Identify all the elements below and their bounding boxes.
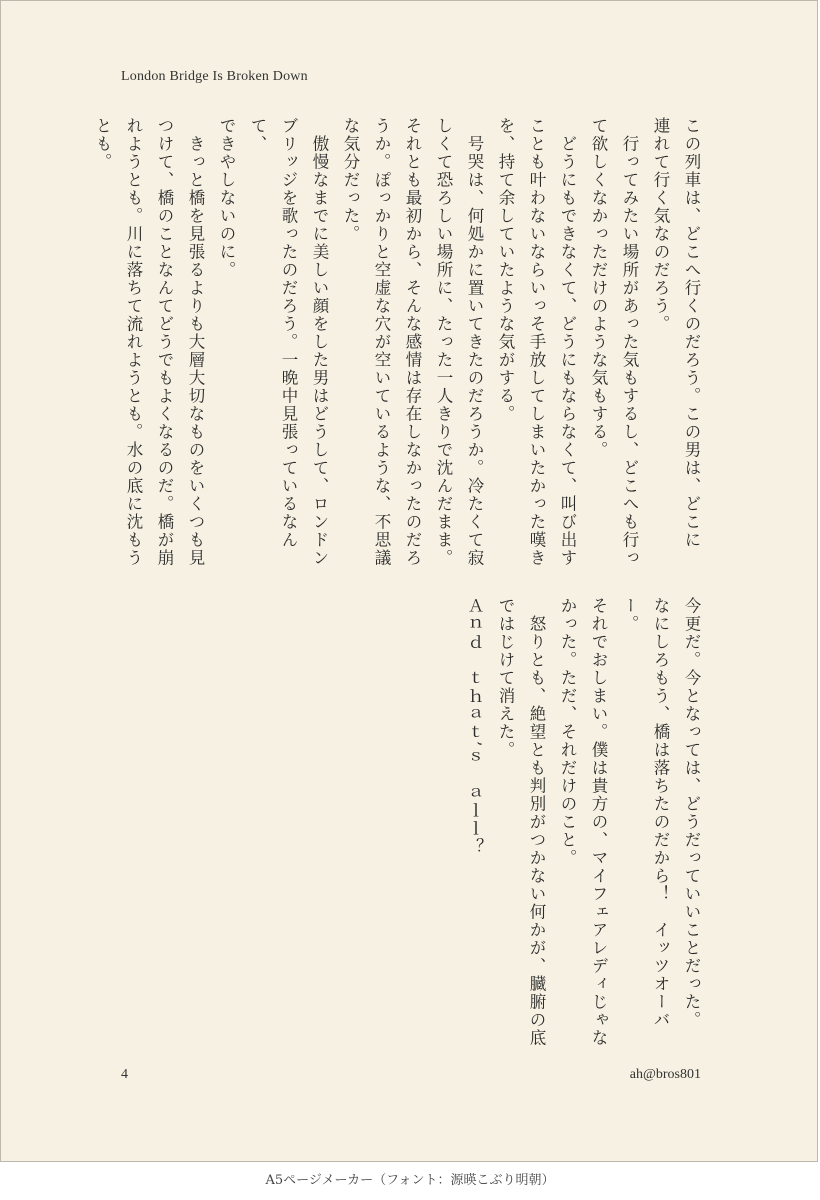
text-line: うか。ぽっかりと空虚な穴が空いているような、不思議 bbox=[372, 117, 391, 567]
text-line: ことも叶わないならいっそ手放してしまいたかった嘆き bbox=[527, 117, 546, 567]
page-number: 4 bbox=[121, 1067, 128, 1082]
upper-text-block bbox=[93, 117, 707, 567]
generator-caption: A5ページメーカー（フォント：源暎こぶり明朝） bbox=[265, 1173, 555, 1188]
text-line: とも。 bbox=[93, 117, 112, 171]
text-line: 号哭は、何処かに置いてきたのだろうか。冷たくて寂 bbox=[465, 117, 484, 567]
text-line: 行ってみたい場所があった気もするし、どこへも行っ bbox=[620, 117, 639, 567]
text-line: 今更だ。今となっては、どうだっていいことだった。 bbox=[682, 597, 701, 1029]
running-title: London Bridge Is Broken Down bbox=[121, 69, 308, 84]
text-line: なにしろもう、橋は落ちたのだから！ イッツオーバー。 bbox=[620, 597, 670, 1029]
text-line: しくて恐ろしい場所に、たった一人きりで沈んだまま。 bbox=[434, 117, 453, 567]
text-line: 怒りとも、絶望とも判別がつかない何かが、臓腑の底 bbox=[527, 597, 546, 1047]
text-line: 傲慢なまでに美しい顔をした男はどうして、ロンドン bbox=[310, 117, 329, 567]
author-handle: ah@bros801 bbox=[629, 1067, 701, 1082]
text-line: つけて、橋のことなんてどうでもよくなるのだ。橋が崩 bbox=[155, 117, 174, 567]
text-line: 連れて行く気なのだろう。 bbox=[651, 117, 670, 333]
lower-text-block bbox=[347, 597, 707, 1047]
text-line: それでおしまい。僕は貴方の、マイフェアレディじゃな bbox=[589, 597, 608, 1047]
text-line: できやしないのに。 bbox=[217, 117, 236, 279]
text-line: ではじけて消えた。 bbox=[496, 597, 515, 759]
text-line: ブリッジを歌ったのだろう。一晩中見張っているなんて、 bbox=[248, 117, 298, 549]
text-line: それとも最初から、そんな感情は存在しなかったのだろ bbox=[403, 117, 422, 567]
text-line: な気分だった。 bbox=[341, 117, 360, 243]
closing-line: Ａｎｄ ｔｈａｔ’ｓ ａｌｌ？ bbox=[465, 597, 484, 856]
text-line: この列車は、どこへ行くのだろう。この男は、どこに bbox=[682, 117, 701, 549]
text-line: れようとも。川に落ちて流れようとも。水の底に沈もう bbox=[124, 117, 143, 567]
text-line: どうにもできなくて、どうにもならなくて、叫び出す bbox=[558, 117, 577, 567]
text-line: て欲しくなかっただけのような気もする。 bbox=[589, 117, 608, 459]
text-line: きっと橋を見張るよりも大層大切なものをいくつも見 bbox=[186, 117, 205, 567]
text-line: かった。ただ、それだけのこと。 bbox=[558, 597, 577, 867]
text-line: を、持て余していたような気がする。 bbox=[496, 117, 515, 423]
